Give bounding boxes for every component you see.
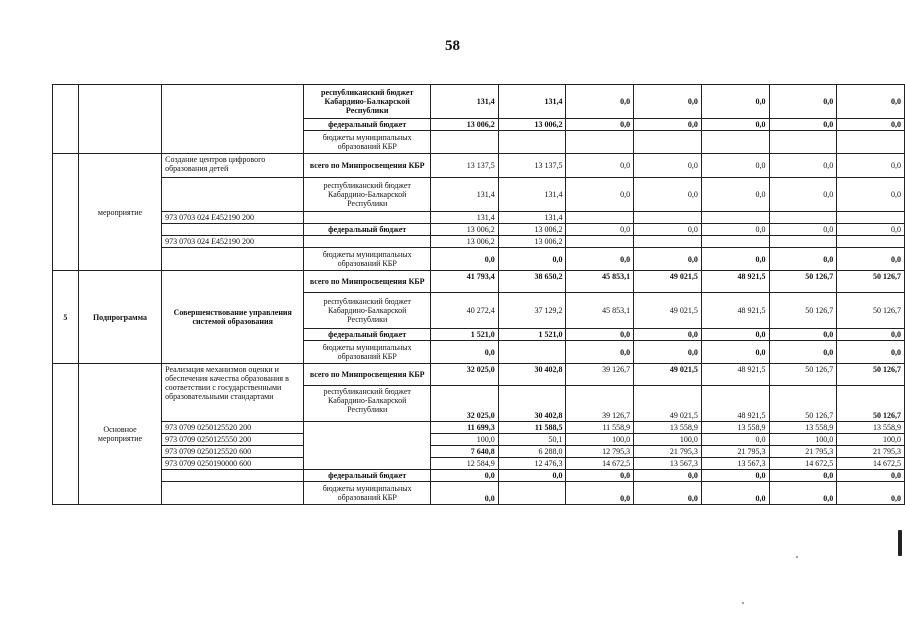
source-cell: федеральный бюджет (304, 119, 431, 131)
value-cell: 45 853,1 (566, 271, 634, 293)
value-cell: 0,0 (566, 119, 634, 131)
value-cell: 0,0 (566, 224, 634, 236)
value-cell: 41 793,4 (431, 271, 499, 293)
value-cell: 131,4 (431, 178, 499, 212)
value-cell (498, 482, 566, 505)
num-cell (53, 364, 79, 505)
code-cell: 973 0703 024 E452190 200 (162, 236, 304, 248)
value-cell: 100,0 (634, 434, 702, 446)
source-cell: федеральный бюджет (304, 224, 431, 236)
value-cell (634, 212, 702, 224)
value-cell: 0,0 (431, 470, 499, 482)
value-cell: 21 795,3 (769, 446, 837, 458)
value-cell: 0,0 (769, 482, 837, 505)
value-cell: 13 137,5 (431, 154, 499, 178)
value-cell: 0,0 (566, 248, 634, 271)
table-row (53, 154, 905, 178)
value-cell: 0,0 (769, 341, 837, 364)
value-cell: 13 558,9 (837, 422, 905, 434)
source-cell: всего по Минпросвещения КБР (304, 271, 431, 293)
value-cell: 13 006,2 (498, 224, 566, 236)
value-cell: 0,0 (634, 329, 702, 341)
source-cell: бюджеты муниципальных образований КБР (304, 131, 431, 154)
value-cell: 0,0 (701, 482, 769, 505)
value-cell: 131,4 (431, 85, 499, 119)
value-cell: 100,0 (769, 434, 837, 446)
value-cell (634, 131, 702, 154)
source-cell (304, 422, 431, 470)
value-cell: 11 558,9 (566, 422, 634, 434)
value-cell (701, 131, 769, 154)
value-cell: 14 672,5 (837, 458, 905, 470)
source-cell: республиканский бюджет Кабардино-Балкарской Республики (304, 178, 431, 212)
table-row (53, 364, 905, 386)
value-cell: 49 021,5 (634, 271, 702, 293)
value-cell: 50 126,7 (769, 364, 837, 386)
value-cell: 0,0 (701, 224, 769, 236)
value-cell: 30 402,8 (498, 364, 566, 386)
value-cell: 0,0 (701, 470, 769, 482)
type-cell: Подпрограмма (78, 271, 161, 364)
value-cell: 50 126,7 (769, 271, 837, 293)
value-cell: 13 006,2 (431, 224, 499, 236)
value-cell (769, 212, 837, 224)
value-cell: 0,0 (701, 341, 769, 364)
value-cell: 50,1 (498, 434, 566, 446)
table-row (53, 212, 905, 224)
value-cell: 0,0 (566, 470, 634, 482)
budget-table (52, 84, 905, 505)
value-cell: 0,0 (837, 85, 905, 119)
value-cell: 32 025,0 (431, 364, 499, 386)
value-cell: 0,0 (701, 154, 769, 178)
value-cell: 13 558,9 (634, 422, 702, 434)
value-cell: 39 126,7 (566, 364, 634, 386)
value-cell (837, 131, 905, 154)
source-cell: федеральный бюджет (304, 329, 431, 341)
value-cell: 0,0 (701, 434, 769, 446)
value-cell: 1 521,0 (431, 329, 499, 341)
value-cell: 0,0 (769, 119, 837, 131)
value-cell: 100,0 (566, 434, 634, 446)
value-cell: 0,0 (701, 119, 769, 131)
value-cell (837, 212, 905, 224)
table-row (53, 458, 905, 470)
value-cell: 0,0 (634, 178, 702, 212)
source-cell: всего по Минпросвещения КБР (304, 364, 431, 386)
value-cell: 0,0 (634, 119, 702, 131)
name-cell (162, 178, 304, 212)
value-cell: 0,0 (634, 248, 702, 271)
value-cell: 21 795,3 (701, 446, 769, 458)
value-cell: 0,0 (566, 482, 634, 505)
value-cell: 14 672,5 (769, 458, 837, 470)
value-cell: 0,0 (566, 154, 634, 178)
value-cell (566, 236, 634, 248)
scan-edge-mark (898, 530, 902, 556)
value-cell: 49 021,5 (634, 386, 702, 422)
value-cell: 131,4 (498, 178, 566, 212)
table-row (53, 248, 905, 271)
table-row (53, 482, 905, 505)
value-cell: 39 126,7 (566, 386, 634, 422)
table-row (53, 434, 905, 446)
value-cell (769, 236, 837, 248)
value-cell: 0,0 (769, 470, 837, 482)
value-cell: 0,0 (837, 154, 905, 178)
value-cell: 12 795,3 (566, 446, 634, 458)
value-cell: 0,0 (701, 85, 769, 119)
value-cell: 0,0 (769, 248, 837, 271)
value-cell: 48 921,5 (701, 271, 769, 293)
value-cell: 0,0 (769, 178, 837, 212)
name-cell (162, 482, 304, 505)
value-cell: 0,0 (837, 178, 905, 212)
source-cell (304, 212, 431, 224)
value-cell: 13 006,2 (498, 119, 566, 131)
value-cell: 0,0 (634, 85, 702, 119)
table-row (53, 271, 905, 293)
name-cell: Реализация механизмов оценки и обеспечения качества образования в соответствии с государственными образовательными стандартами (162, 364, 304, 422)
code-cell: 973 0709 0250190000 600 (162, 458, 304, 470)
value-cell: 48 921,5 (701, 364, 769, 386)
value-cell: 0,0 (837, 224, 905, 236)
value-cell: 100,0 (837, 434, 905, 446)
value-cell (634, 236, 702, 248)
value-cell: 37 129,2 (498, 293, 566, 329)
name-cell (162, 470, 304, 482)
source-cell (304, 236, 431, 248)
value-cell: 21 795,3 (634, 446, 702, 458)
value-cell (701, 236, 769, 248)
value-cell: 48 921,5 (701, 386, 769, 422)
value-cell: 13 006,2 (431, 236, 499, 248)
value-cell: 13 558,9 (701, 422, 769, 434)
value-cell: 0,0 (837, 119, 905, 131)
value-cell: 13 006,2 (498, 236, 566, 248)
value-cell: 0,0 (837, 482, 905, 505)
value-cell: 0,0 (769, 329, 837, 341)
table-row (53, 446, 905, 458)
value-cell: 0,0 (498, 470, 566, 482)
source-cell: республиканский бюджет Кабардино-Балкарской Республики (304, 293, 431, 329)
type-cell (78, 85, 161, 154)
source-cell: республиканский бюджет Кабардино-Балкарской Республики (304, 85, 431, 119)
value-cell: 40 272,4 (431, 293, 499, 329)
value-cell: 13 006,2 (431, 119, 499, 131)
code-cell: 973 0709 0250125520 200 (162, 422, 304, 434)
value-cell: 50 126,7 (837, 386, 905, 422)
name-cell (162, 224, 304, 236)
source-cell: федеральный бюджет (304, 470, 431, 482)
value-cell: 32 025,0 (431, 386, 499, 422)
value-cell: 13 137,5 (498, 154, 566, 178)
value-cell: 50 126,7 (837, 293, 905, 329)
scan-dot (742, 602, 744, 604)
value-cell: 13 567,3 (701, 458, 769, 470)
value-cell: 131,4 (431, 212, 499, 224)
value-cell: 0,0 (431, 341, 499, 364)
value-cell: 131,4 (498, 212, 566, 224)
value-cell: 49 021,5 (634, 293, 702, 329)
type-cell: мероприятие (78, 154, 161, 271)
value-cell: 11 588,5 (498, 422, 566, 434)
value-cell: 0,0 (431, 248, 499, 271)
value-cell: 0,0 (431, 482, 499, 505)
name-cell: Создание центров цифрового образования детей (162, 154, 304, 178)
value-cell: 30 402,8 (498, 386, 566, 422)
type-cell: Основное мероприятие (78, 364, 161, 505)
value-cell: 0,0 (701, 178, 769, 212)
value-cell: 0,0 (634, 154, 702, 178)
value-cell: 0,0 (837, 329, 905, 341)
value-cell: 0,0 (566, 178, 634, 212)
value-cell: 45 853,1 (566, 293, 634, 329)
value-cell (769, 131, 837, 154)
value-cell: 38 650,2 (498, 271, 566, 293)
name-cell: Совершенствование управления системой образования (162, 271, 304, 364)
value-cell: 0,0 (634, 341, 702, 364)
table-row (53, 224, 905, 236)
value-cell (498, 341, 566, 364)
name-cell (162, 248, 304, 271)
value-cell (566, 131, 634, 154)
scan-dot (796, 556, 798, 558)
source-cell: республиканский бюджет Кабардино-Балкарской Республики (304, 386, 431, 422)
value-cell (431, 131, 499, 154)
value-cell: 48 921,5 (701, 293, 769, 329)
value-cell: 0,0 (566, 341, 634, 364)
table-row (53, 422, 905, 434)
value-cell: 21 795,3 (837, 446, 905, 458)
source-cell: бюджеты муниципальных образований КБР (304, 341, 431, 364)
value-cell: 50 126,7 (769, 386, 837, 422)
value-cell: 50 126,7 (837, 364, 905, 386)
value-cell: 0,0 (701, 248, 769, 271)
source-cell: бюджеты муниципальных образований КБР (304, 482, 431, 505)
table-row (53, 470, 905, 482)
value-cell: 13 558,9 (769, 422, 837, 434)
value-cell: 6 288,0 (498, 446, 566, 458)
value-cell: 0,0 (566, 85, 634, 119)
value-cell: 12 476,3 (498, 458, 566, 470)
code-cell: 973 0709 0250125550 200 (162, 434, 304, 446)
source-cell: всего по Минпросвещения КБР (304, 154, 431, 178)
value-cell: 131,4 (498, 85, 566, 119)
value-cell: 50 126,7 (837, 271, 905, 293)
value-cell: 0,0 (769, 85, 837, 119)
value-cell: 0,0 (837, 248, 905, 271)
value-cell: 1 521,0 (498, 329, 566, 341)
value-cell: 14 672,5 (566, 458, 634, 470)
value-cell: 12 584,9 (431, 458, 499, 470)
num-cell (53, 85, 79, 154)
value-cell (837, 236, 905, 248)
value-cell: 11 699,3 (431, 422, 499, 434)
code-cell: 973 0703 024 E452190 200 (162, 212, 304, 224)
value-cell: 0,0 (837, 470, 905, 482)
num-cell: 5 (53, 271, 79, 364)
value-cell: 0,0 (634, 482, 702, 505)
value-cell: 0,0 (701, 329, 769, 341)
value-cell: 0,0 (769, 154, 837, 178)
value-cell: 50 126,7 (769, 293, 837, 329)
value-cell: 49 021,5 (634, 364, 702, 386)
code-cell: 973 0709 0250125520 600 (162, 446, 304, 458)
source-cell: бюджеты муниципальных образований КБР (304, 248, 431, 271)
value-cell: 0,0 (634, 224, 702, 236)
num-cell (53, 154, 79, 271)
value-cell (701, 212, 769, 224)
value-cell: 100,0 (431, 434, 499, 446)
value-cell: 0,0 (769, 224, 837, 236)
value-cell: 0,0 (566, 329, 634, 341)
table-row (53, 178, 905, 212)
value-cell: 7 640,8 (431, 446, 499, 458)
value-cell: 0,0 (498, 248, 566, 271)
value-cell: 13 567,3 (634, 458, 702, 470)
table-row (53, 85, 905, 119)
value-cell (566, 212, 634, 224)
value-cell (498, 131, 566, 154)
name-cell (162, 85, 304, 154)
value-cell: 0,0 (837, 341, 905, 364)
page-number: 58 (445, 38, 460, 54)
value-cell: 0,0 (634, 470, 702, 482)
table-row (53, 236, 905, 248)
